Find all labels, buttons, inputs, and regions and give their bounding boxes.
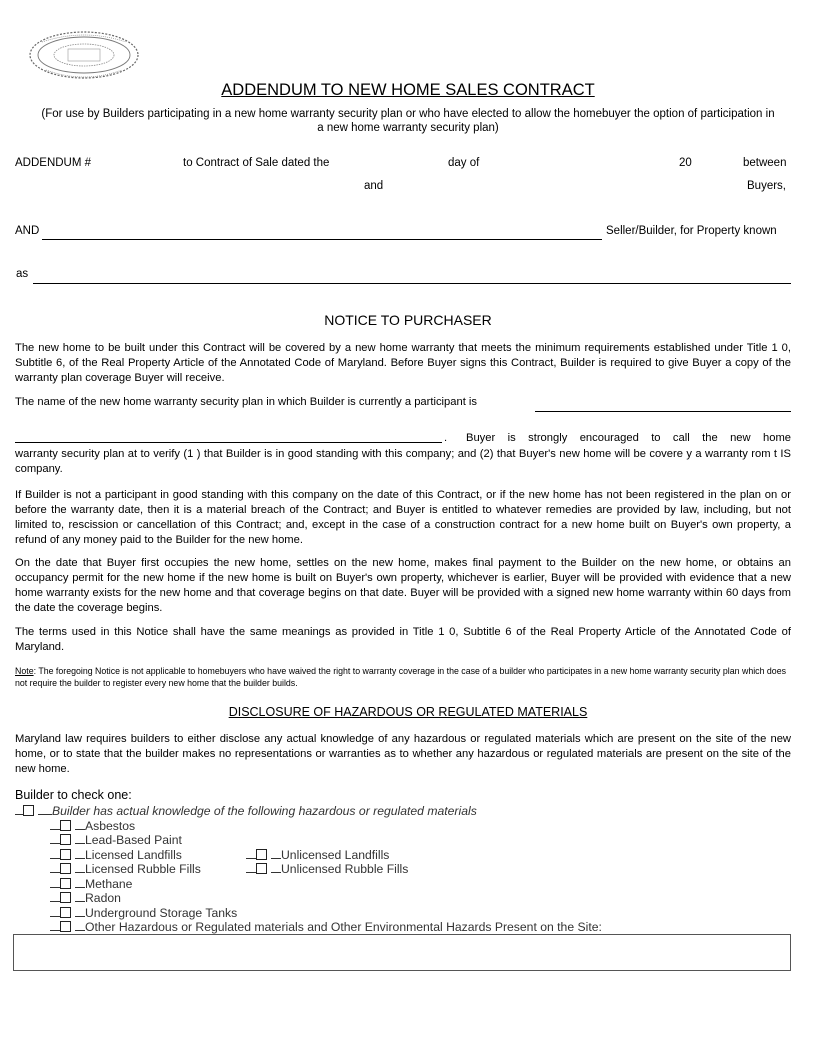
radon-option[interactable]: Radon — [50, 891, 121, 905]
licensed-rubble-checkbox[interactable] — [60, 863, 71, 874]
addendum-label: ADDENDUM # — [15, 157, 92, 169]
and-seller-label: AND — [15, 225, 40, 237]
asbestos-option[interactable]: Asbestos — [50, 819, 135, 833]
buyers-label: Buyers, — [747, 180, 786, 192]
actual-knowledge-option[interactable]: Builder has actual knowledge of the following hazardous or regulated materials — [15, 804, 477, 818]
notice-paragraph-3: warranty security plan at to verify (1 ) that Builder is in good standing with this company; and (2) that Buyer's new home will be covere y a warranty rom t IS company. — [15, 448, 791, 475]
note-label: Note — [15, 666, 34, 676]
ust-checkbox[interactable] — [60, 907, 71, 918]
actual-knowledge-checkbox[interactable] — [23, 805, 34, 816]
property-as-label: as — [16, 268, 29, 280]
licensed-landfills-checkbox[interactable] — [60, 849, 71, 860]
contract-of-sale-label: to Contract of Sale dated the — [183, 157, 330, 169]
warranty-plan-name-field[interactable] — [535, 411, 791, 412]
document-subtitle: (For use by Builders participating in a new home warranty security plan or who have elected to allow the homebuyer the option of participation in a new home warranty security plan) — [41, 108, 775, 134]
licensed-rubble-option[interactable]: Licensed Rubble Fills — [50, 862, 201, 876]
disclosure-heading: DISCLOSURE OF HAZARDOUS OR REGULATED MATERIALS — [228, 705, 588, 719]
notice-paragraph-6: The terms used in this Notice shall have the same meanings as provided in Title 1 0, Subtitle 6 of the Real Property Article of the Annotated Code of Maryland. — [15, 626, 791, 653]
warranty-plan-continuation-field[interactable] — [15, 442, 442, 443]
period-mark: . — [444, 432, 448, 444]
other-hazards-checkbox[interactable] — [60, 921, 71, 932]
document-title: ADDENDUM TO NEW HOME SALES CONTRACT — [221, 81, 595, 99]
check-one-label: Builder to check one: — [15, 788, 132, 802]
unlicensed-rubble-checkbox[interactable] — [256, 863, 267, 874]
unlicensed-landfills-option[interactable]: Unlicensed Landfills — [246, 848, 389, 862]
seller-name-field[interactable] — [42, 239, 602, 240]
ust-option[interactable]: Underground Storage Tanks — [50, 906, 237, 920]
unlicensed-landfills-checkbox[interactable] — [256, 849, 267, 860]
disclosure-paragraph: Maryland law requires builders to either disclose any actual knowledge of any hazardous or regulated materials which are present on the site of the new home, or to state that the builder makes no representations or warranties as to whether any hazardous or regulated materials are present on the site of the new home. — [15, 733, 791, 775]
other-hazards-option[interactable]: Other Hazardous or Regulated materials and Other Environmental Hazards Present on the Site: — [50, 920, 602, 934]
notice-heading: NOTICE TO PURCHASER — [324, 312, 492, 328]
notice-note — [15, 665, 791, 689]
between-label: between — [743, 157, 787, 169]
unlicensed-rubble-option[interactable]: Unlicensed Rubble Fills — [246, 862, 408, 876]
notice-paragraph-3-lead: Buyer is strongly encouraged to call the new home — [466, 432, 791, 444]
licensed-landfills-option[interactable]: Licensed Landfills — [50, 848, 182, 862]
property-address-field[interactable] — [33, 283, 791, 284]
note-text: : The foregoing Notice is not applicable to homebuyers who have waived the right to warranty coverage in the case of a builder who participates in a new home warranty security plan which does not require the builder to register every new home that the builder builds. — [15, 666, 786, 688]
asbestos-checkbox[interactable] — [60, 820, 71, 831]
year-label: 20 — [679, 157, 692, 169]
notice-paragraph-1: The new home to be built under this Contract will be covered by a new home warranty that meets the minimum requirements established under Title 1 0, Subtitle 6, of the Real Property Article of the Annotated Code of Maryland. Before Buyer signs this Contract, Builder is required to give Buyer a copy of the warranty plan coverage Buyer will receive. — [15, 342, 791, 384]
other-hazards-textbox[interactable] — [13, 934, 791, 971]
state-seal-stamp — [28, 30, 140, 80]
day-of-label: day of — [448, 157, 480, 169]
warranty-plan-name-label: The name of the new home warranty security plan in which Builder is currently a participant is — [15, 396, 478, 408]
and-label: and — [364, 180, 384, 192]
lead-paint-option[interactable]: Lead-Based Paint — [50, 833, 182, 847]
seller-builder-label: Seller/Builder, for Property known — [606, 225, 777, 237]
notice-paragraph-5: On the date that Buyer first occupies the new home, settles on the new home, makes final payment to the Builder on the new home, or obtains an occupancy permit for the new home if the new home is built on Buyer's own property, whichever is earlier, Buyer will be provided with evidence that a new home warranty exists for the new home and that coverage begins on that date. Buyer will be provided with a signed new home warranty within 60 days from the date the coverage begins. — [15, 557, 791, 614]
radon-checkbox[interactable] — [60, 892, 71, 903]
lead-paint-checkbox[interactable] — [60, 834, 71, 845]
notice-paragraph-4: If Builder is not a participant in good standing with this company on the date of this Contract, or if the new home has not been registered in the plan on or before the warranty date, then it is a material breach of the Contract; and Buyer is entitled to whatever remedies are provided by law, including, but not limited to, rescission or cancellation of this Contract; and, except in the case of a construction contract for a new home built on Buyer's own property, a refund of any money paid to the Builder for the new home. — [15, 489, 791, 546]
methane-option[interactable]: Methane — [50, 877, 132, 891]
methane-checkbox[interactable] — [60, 878, 71, 889]
